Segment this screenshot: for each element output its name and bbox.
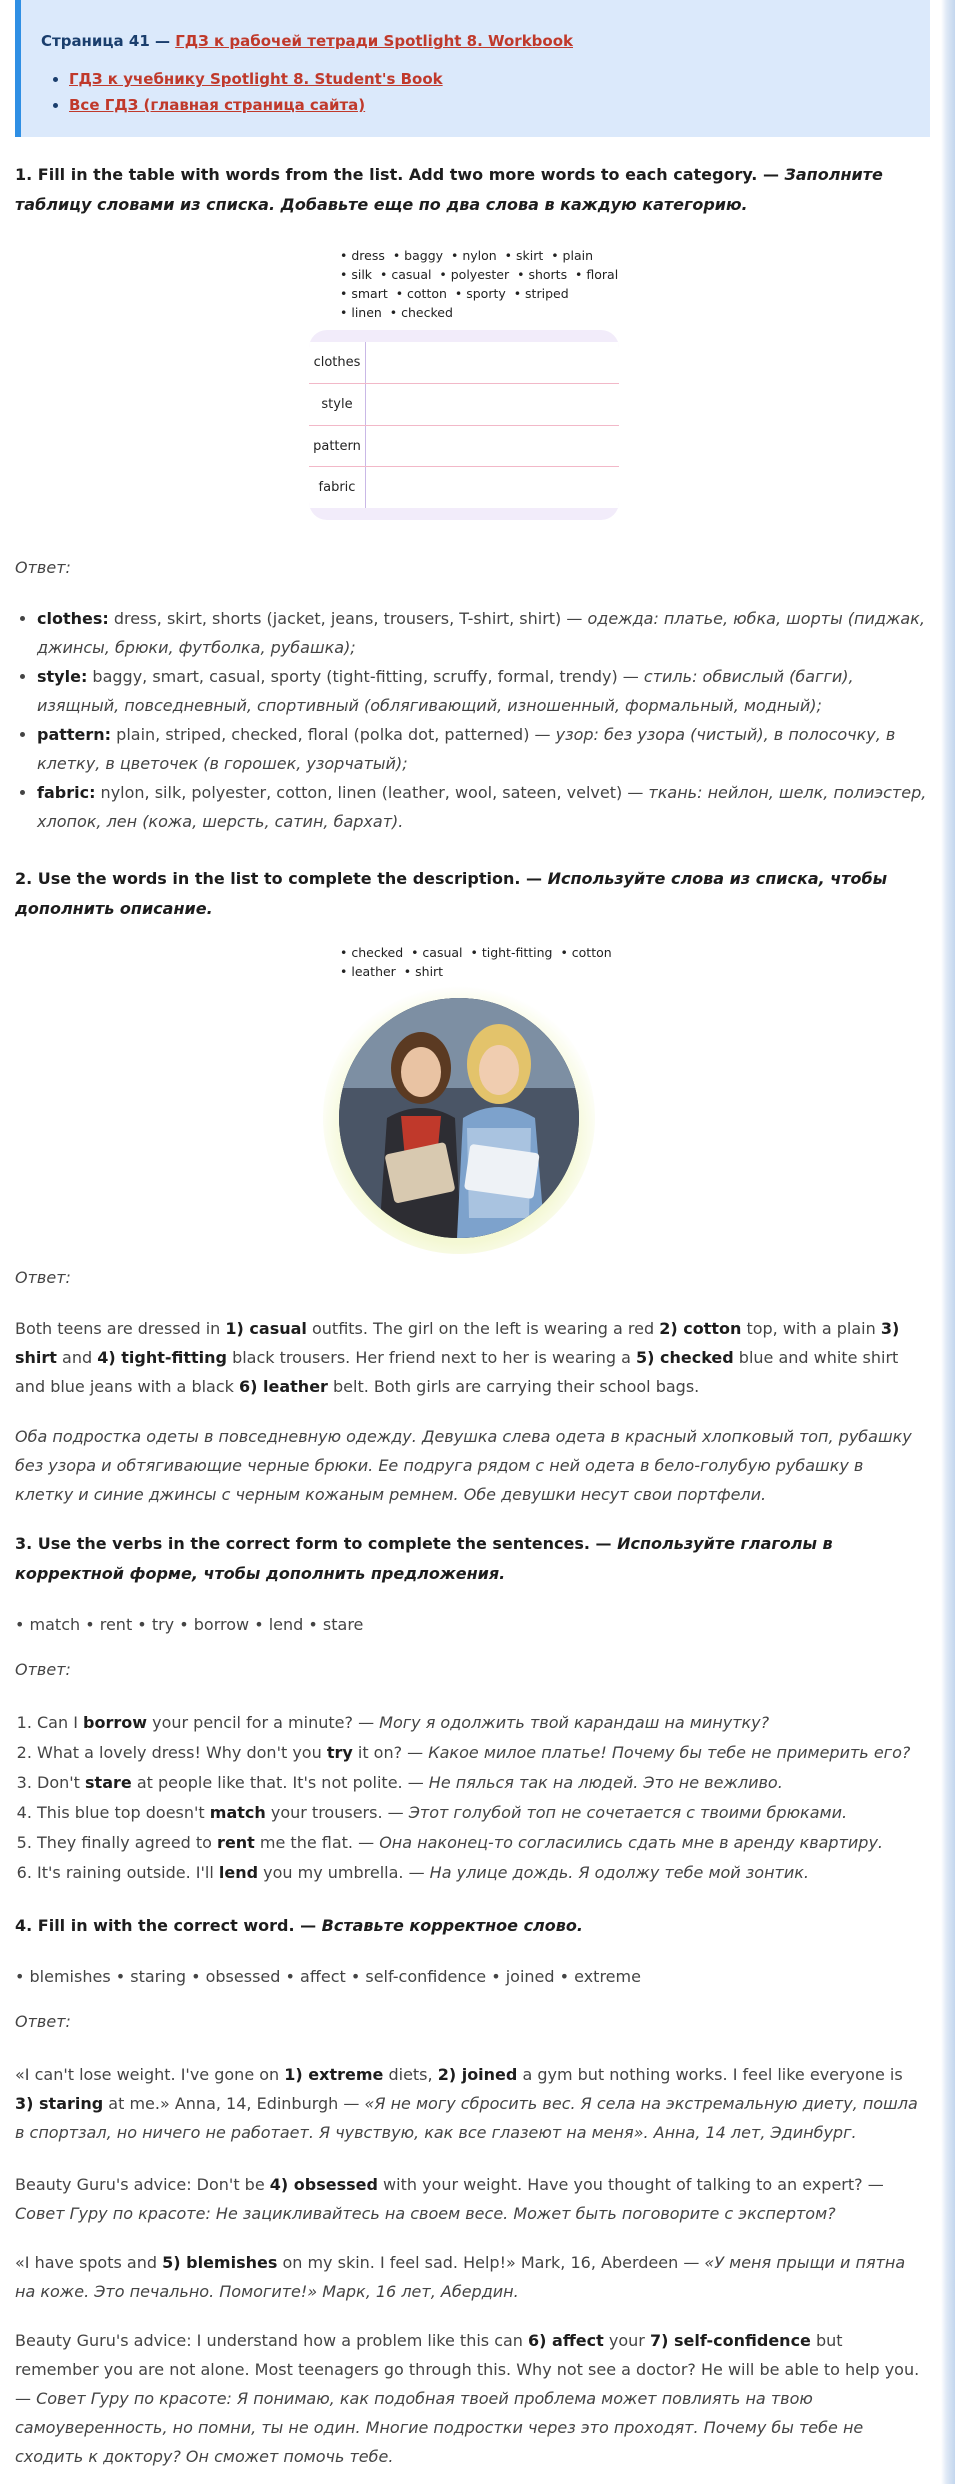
task1-heading-ru: Заполните таблицу словами из списка. Добавьте еще по два слова в каждую категорию. xyxy=(15,165,883,214)
word-list-item: • tight-fitting xyxy=(470,945,561,960)
category-table-body xyxy=(309,342,619,508)
task4-heading-ru: Вставьте корректное слово. xyxy=(321,1916,583,1935)
word-list-item: • plain xyxy=(551,248,593,263)
answer-ru: Совет Гуру по красоте: Я понимаю, как подобная твоей проблема может повлиять на твою самоуверенность, но помни, ты не один. Многие подростки через это проходят. Почему бы тебе не сходить к доктору? Он сможет помочь тебе. xyxy=(15,2389,864,2466)
answer-ru: «У меня прыщи и пятна на коже. Это печально. Помогите!» Марк, 16 лет, Абердин. xyxy=(15,2253,906,2301)
navigation-infobox xyxy=(15,0,930,137)
students-book-link[interactable]: ГДЗ к учебнику Spotlight 8. Student's Book xyxy=(69,70,443,88)
task2-answer-label: Ответ: xyxy=(15,1268,71,1287)
table-row-label: clothes xyxy=(309,342,366,383)
list-item xyxy=(37,1798,937,1828)
answer-ru: «Я не могу сбросить вес. Я села на экстремальную диету, пошла в спортзал, но ничего не работает. Я чувствую, как все глазеют на меня». Анна, 14 лет, Эдинбург. xyxy=(15,2094,918,2142)
answer-ru: Какое милое платье! Почему бы тебе не примерить его? xyxy=(428,1743,911,1762)
task2-heading-en: 2. Use the words in the list to complete the description. — xyxy=(15,869,548,888)
answer-word: 1) extreme xyxy=(284,2065,384,2084)
text-span: me the flat. — xyxy=(254,1833,380,1852)
list-item xyxy=(37,1858,937,1888)
table-row xyxy=(309,466,619,508)
list-item xyxy=(37,604,937,662)
infobox-page-line xyxy=(41,32,930,50)
task2-word-list xyxy=(340,943,640,981)
word-list-row xyxy=(340,303,640,322)
list-item xyxy=(37,1768,937,1798)
word-list-item: • casual xyxy=(380,267,440,282)
text-span: They finally agreed to xyxy=(37,1833,218,1852)
article-content xyxy=(15,0,930,2466)
word-list-item: • sporty xyxy=(454,286,514,301)
list-item xyxy=(37,662,937,720)
word-list-item: • checked xyxy=(389,305,453,320)
task4-paragraph-advice2 xyxy=(15,2326,925,2471)
task2-word-list-rows xyxy=(340,943,640,981)
answer-en: plain, striped, checked, floral (polka dot, patterned) — xyxy=(111,725,556,744)
task2-answer-paragraph xyxy=(15,1314,925,1401)
infobox-link-item xyxy=(69,96,930,114)
task2-translation-paragraph: Оба подростка одеты в повседневную одежду. Девушка слева одета в красный хлопковый топ, рубашку без узора и обтягивающие черные брюки. Ее подруга рядом с ней одета в бело-голубую рубашку в клетку и синие джинсы с черным кожаным ремнем. Обе девушки несут свои портфели. xyxy=(15,1427,912,1504)
task1-answer-label: Ответ: xyxy=(15,558,71,577)
text-span: at me.» Anna, 14, Edinburgh — xyxy=(103,2094,365,2113)
answer-word: 2) cotton xyxy=(659,1319,742,1338)
answer-word: try xyxy=(326,1743,353,1762)
word-list-item: • silk xyxy=(340,267,380,282)
word-list-row xyxy=(340,265,640,284)
task4-paragraph-mark xyxy=(15,2248,925,2306)
word-list-item: • cotton xyxy=(395,286,455,301)
list-item xyxy=(37,1738,937,1768)
text-span: top, with a plain xyxy=(741,1319,881,1338)
task4-paragraph-advice1 xyxy=(15,2170,925,2228)
answer-label: pattern: xyxy=(37,725,112,744)
task4-word-list: • blemishes • staring • obsessed • affect • self-confidence • joined • extreme xyxy=(15,1967,641,1986)
text-span: a gym but nothing works. I feel like everyone is xyxy=(517,2065,903,2084)
list-item xyxy=(37,720,937,778)
word-list-item: • baggy xyxy=(392,248,451,263)
task3-heading-ru: Используйте глаголы в корректной форме, чтобы дополнить предложения. xyxy=(15,1534,833,1583)
all-gdz-link[interactable]: Все ГДЗ (главная страница сайта) xyxy=(69,96,366,114)
table-row-label: style xyxy=(309,384,366,425)
word-list-row xyxy=(340,962,640,981)
word-list-item: • nylon xyxy=(450,248,505,263)
text-span: and xyxy=(56,1348,98,1367)
answer-label: style: xyxy=(37,667,88,686)
task2-heading xyxy=(15,864,915,924)
page-right-border xyxy=(941,0,955,2484)
task1-answer-list xyxy=(15,604,937,836)
teens-photo-image xyxy=(339,998,579,1238)
text-span: at people like that. It's not polite. — xyxy=(131,1773,429,1792)
text-span: Beauty Guru's advice: I understand how a problem like this can xyxy=(15,2331,529,2350)
table-row xyxy=(309,342,619,383)
task1-word-list-rows xyxy=(340,246,640,322)
text-span: What a lovely dress! Why don't you xyxy=(37,1743,327,1762)
answer-word: match xyxy=(209,1803,266,1822)
page-number-label: Страница 41 — xyxy=(41,32,176,50)
text-span: Don't xyxy=(37,1773,86,1792)
word-list-item: • smart xyxy=(340,286,396,301)
teens-photo xyxy=(323,982,595,1254)
answer-label: clothes: xyxy=(37,609,109,628)
word-list-row xyxy=(340,284,640,303)
word-list-item: • casual xyxy=(411,945,471,960)
task3-heading xyxy=(15,1529,915,1589)
text-span: «I can't lose weight. I've gone on xyxy=(15,2065,285,2084)
task4-answer-label: Ответ: xyxy=(15,2012,71,2031)
answer-en: baggy, smart, casual, sporty (tight-fitting, scruffy, formal, trendy) — xyxy=(87,667,644,686)
task4-heading-en: 4. Fill in with the correct word. — xyxy=(15,1916,322,1935)
task1-heading-en: 1. Fill in the table with words from the list. Add two more words to each category. — xyxy=(15,165,785,184)
answer-ru: Этот голубой топ не сочетается с твоими брюками. xyxy=(408,1803,848,1822)
answer-en: nylon, silk, polyester, cotton, linen (leather, wool, sateen, velvet) — xyxy=(95,783,649,802)
text-span: «I have spots and xyxy=(15,2253,163,2272)
task4-paragraph-anna xyxy=(15,2060,925,2147)
answer-ru: На улице дождь. Я одолжу тебе мой зонтик. xyxy=(429,1863,810,1882)
task1-heading xyxy=(15,160,915,220)
word-list-item: • shorts xyxy=(517,267,576,282)
word-list-item: • dress xyxy=(340,248,393,263)
answer-ru: узор: без узора (чистый), в полосочку, в клетку, в цветочек (в горошек, узорчатый); xyxy=(37,725,896,773)
workbook-link[interactable]: ГДЗ к рабочей тетради Spotlight 8. Workbook xyxy=(175,32,574,50)
word-list-item: • skirt xyxy=(504,248,552,263)
text-span: but remember you are not alone. Most teenagers go through this. Why not see a doctor? He will be able to help you. — xyxy=(15,2331,920,2408)
word-list-item: • floral xyxy=(575,267,619,282)
text-span: with your weight. Have you thought of talking to an expert? — xyxy=(377,2175,884,2194)
infobox-link-item xyxy=(69,70,930,88)
word-list-item: • checked xyxy=(340,945,412,960)
answer-word: 6) affect xyxy=(528,2331,604,2350)
answer-ru: стиль: обвислый (багги), изящный, повседневный, спортивный (облягивающий, изношенный, формальный, модный); xyxy=(37,667,854,715)
category-table xyxy=(309,330,619,520)
answer-word: 4) obsessed xyxy=(269,2175,378,2194)
answer-ru: ткань: нейлон, шелк, полиэстер, хлопок, лен (кожа, шерсть, сатин, бархат). xyxy=(37,783,927,831)
text-span: Beauty Guru's advice: Don't be xyxy=(15,2175,270,2194)
infobox-links xyxy=(41,70,930,114)
word-list-item: • cotton xyxy=(560,945,612,960)
word-list-row xyxy=(340,943,640,962)
task2-heading-ru: Используйте слова из списка, чтобы дополнить описание. xyxy=(15,869,888,918)
text-span: you my umbrella. — xyxy=(258,1863,430,1882)
list-item xyxy=(37,1708,937,1738)
word-list-item: • striped xyxy=(513,286,569,301)
table-row-label: pattern xyxy=(309,426,366,467)
list-item xyxy=(37,1828,937,1858)
text-span: blue and white shirt and blue jeans with a black xyxy=(15,1348,899,1396)
text-span: your pencil for a minute? — xyxy=(147,1713,380,1732)
task3-answer-list xyxy=(15,1708,937,1888)
answer-en: dress, skirt, shorts (jacket, jeans, trousers, T-shirt, shirt) — xyxy=(108,609,588,628)
text-span: diets, xyxy=(383,2065,438,2084)
word-list-item: • polyester xyxy=(439,267,518,282)
task3-heading-en: 3. Use the verbs in the correct form to complete the sentences. — xyxy=(15,1534,618,1553)
text-span: outfits. The girl on the left is wearing a red xyxy=(306,1319,660,1338)
text-span: it on? — xyxy=(352,1743,429,1762)
text-span: black trousers. Her friend next to her is wearing a xyxy=(226,1348,636,1367)
task4-heading xyxy=(15,1911,915,1941)
answer-word: rent xyxy=(217,1833,255,1852)
answer-word: 4) tight-fitting xyxy=(97,1348,227,1367)
answer-word: 2) joined xyxy=(437,2065,518,2084)
text-span: Both teens are dressed in xyxy=(15,1319,226,1338)
word-list-item: • shirt xyxy=(403,964,444,979)
answer-word: 5) blemishes xyxy=(162,2253,278,2272)
text-span: It's raining outside. I'll xyxy=(37,1863,219,1882)
answer-word: 6) leather xyxy=(239,1377,328,1396)
text-span: your xyxy=(603,2331,650,2350)
text-span: belt. Both girls are carrying their school bags. xyxy=(327,1377,700,1396)
answer-word: stare xyxy=(85,1773,132,1792)
answer-ru: одежда: платье, юбка, шорты (пиджак, джинсы, брюки, футболка, рубашка); xyxy=(37,609,925,657)
answer-ru: Могу я одолжить твой карандаш на минутку? xyxy=(379,1713,770,1732)
text-span: This blue top doesn't xyxy=(37,1803,210,1822)
answer-word: lend xyxy=(218,1863,259,1882)
answer-label: fabric: xyxy=(37,783,96,802)
task3-answer-label: Ответ: xyxy=(15,1660,71,1679)
text-span: your trousers. — xyxy=(265,1803,409,1822)
table-row xyxy=(309,383,619,425)
table-row-label: fabric xyxy=(309,467,366,508)
text-span: on my skin. I feel sad. Help!» Mark, 16, Aberdeen — xyxy=(277,2253,705,2272)
answer-word: 1) casual xyxy=(225,1319,307,1338)
text-span: Can I xyxy=(37,1713,84,1732)
answer-word: 3) staring xyxy=(15,2094,104,2113)
word-list-item: • leather xyxy=(340,964,404,979)
answer-ru: Совет Гуру по красоте: Не зацикливайтесь на своем весе. Может быть поговорите с экспертом? xyxy=(15,2204,836,2223)
answer-word: 7) self-confidence xyxy=(649,2331,811,2350)
answer-word: 3) shirt xyxy=(15,1319,900,1367)
list-item xyxy=(37,778,937,836)
word-list-row xyxy=(340,246,640,265)
task3-word-list: • match • rent • try • borrow • lend • stare xyxy=(15,1615,364,1634)
answer-word: borrow xyxy=(83,1713,148,1732)
table-row xyxy=(309,425,619,467)
word-list-item: • linen xyxy=(340,305,390,320)
answer-ru: Она наконец-то согласились сдать мне в аренду квартиру. xyxy=(379,1833,884,1852)
answer-word: 5) checked xyxy=(635,1348,734,1367)
answer-ru: Не пялься так на людей. Это не вежливо. xyxy=(428,1773,783,1792)
teens-illustration xyxy=(339,998,579,1238)
task1-word-list xyxy=(340,246,640,322)
